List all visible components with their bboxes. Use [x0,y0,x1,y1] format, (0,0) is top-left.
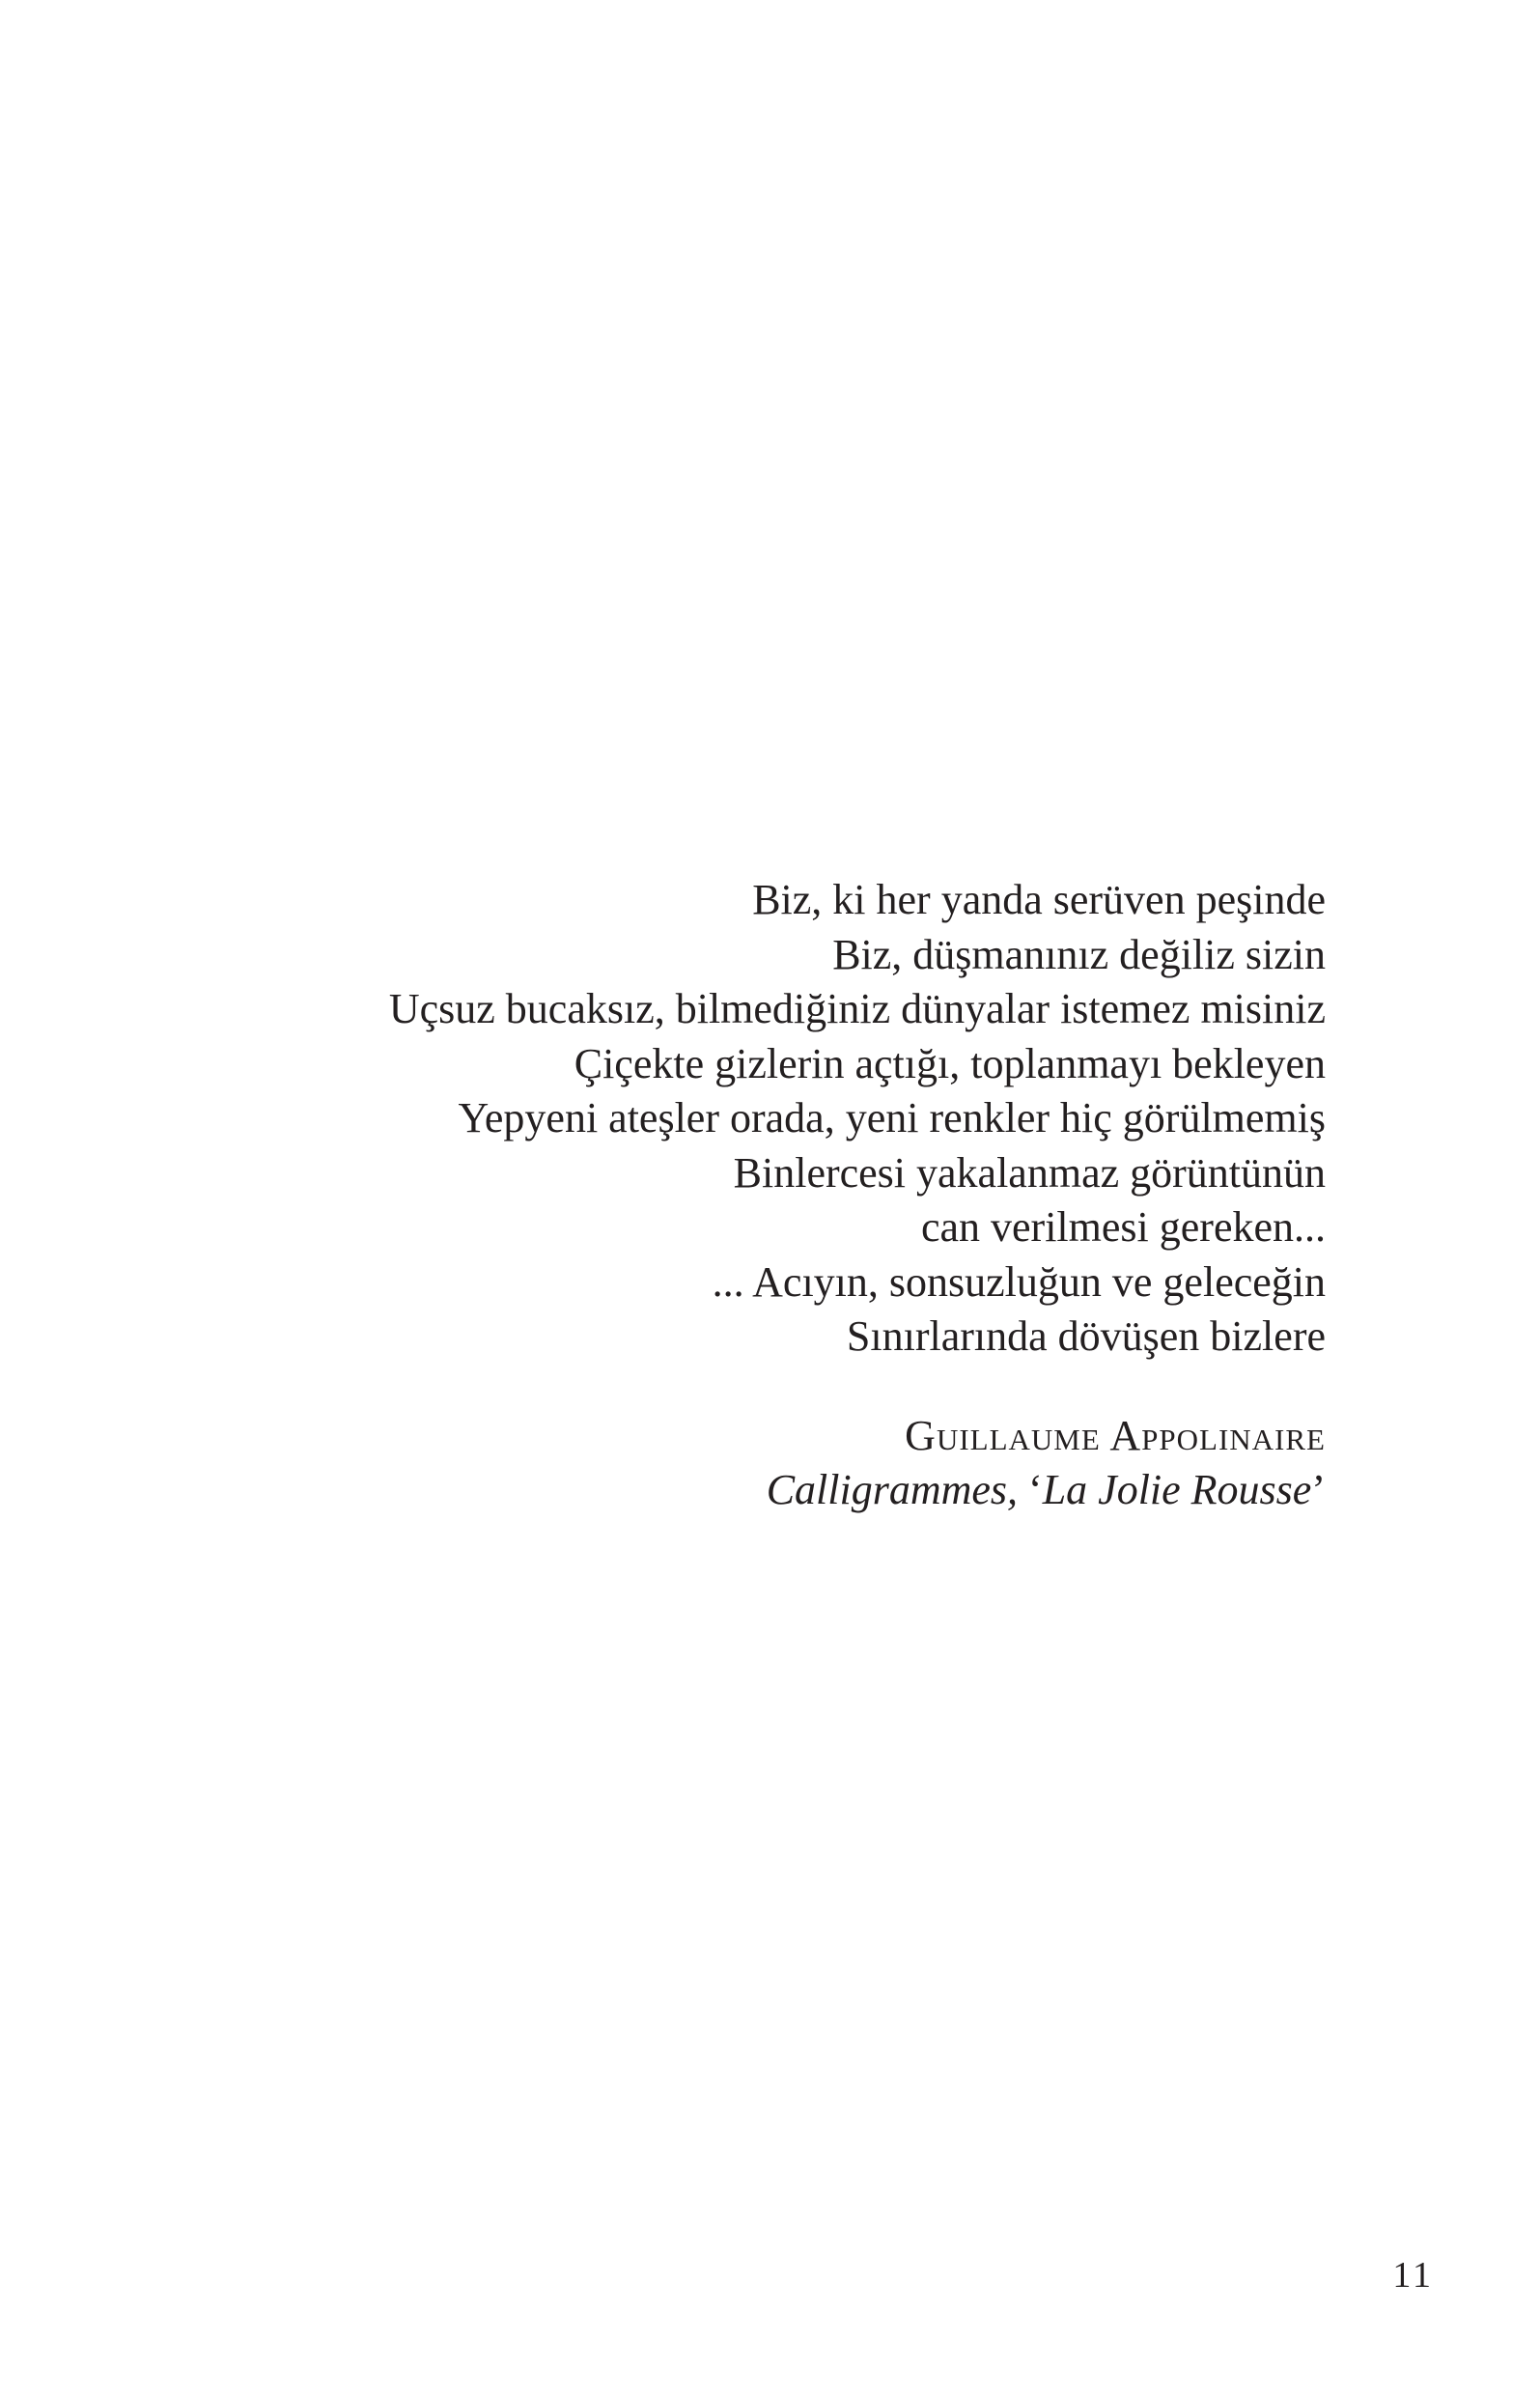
open-quote: ‘ [1028,1465,1043,1513]
poem-line: Biz, ki her yanda serüven peşinde [752,876,1326,923]
close-quote: ’ [1311,1465,1326,1513]
poem-line: Binlercesi yakalanmaz görüntünün [733,1148,1326,1197]
poem-line: Sınırlarında dövüşen bizlere [846,1312,1326,1360]
poem-verse [389,873,1326,1365]
epigraph [389,873,1326,1517]
source-citation [389,1463,1326,1517]
page-number: 11 [1392,2255,1434,2296]
author-name: Guillaume Appolinaire [905,1411,1326,1459]
poem-line: Uçsuz bucaksız, bilmediğiniz dünyalar istemez misiniz [388,985,1326,1032]
poem-line: Çiçekte gizlerin açtığı, toplanmayı bekleyen [574,1039,1326,1087]
poem-line: ... Acıyın, sonsuzluğun ve geleceğin [712,1257,1326,1306]
poem-line: Biz, düşmanınız değiliz sizin [832,930,1326,978]
source-poem-title: La Jolie Rousse [1042,1465,1312,1513]
epigraph-attribution [389,1409,1326,1517]
poem-line: can verilmesi gereken... [920,1203,1326,1251]
source-work-title: Calligrammes, [766,1465,1019,1513]
poem-line: Yepyeni ateşler orada, yeni renkler hiç görülmemiş [458,1094,1326,1142]
